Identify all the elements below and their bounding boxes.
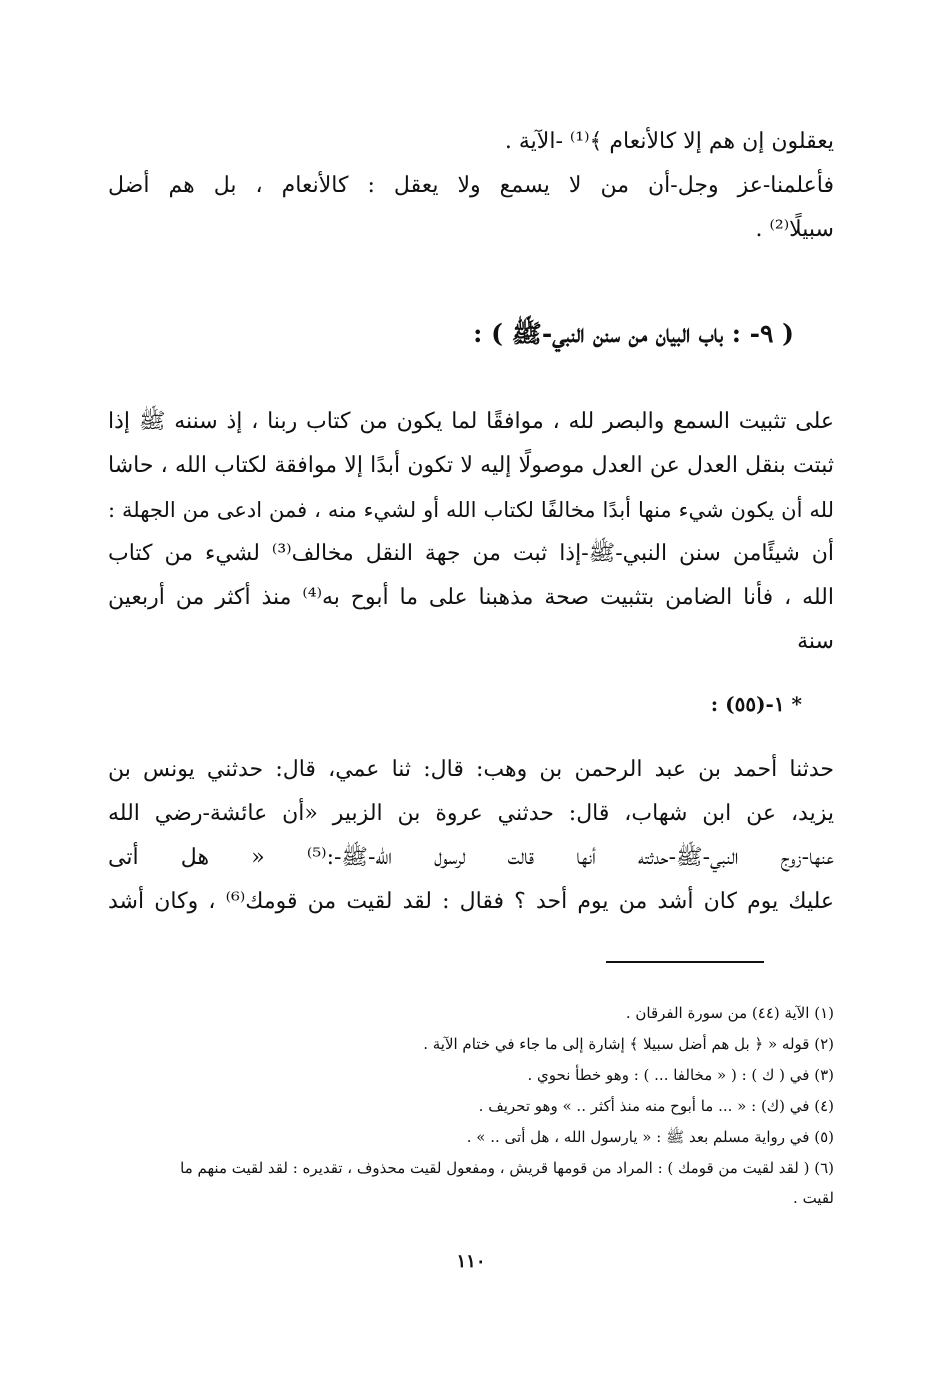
footnote: (٦) ( لقد لقيت من قومك ) : المراد من قومها قريش ، ومفعول لقيت محذوف ، تقديره : لقد لقيت منهم ما bbox=[180, 1159, 834, 1177]
paragraph-2 bbox=[108, 748, 834, 924]
paragraph-1 bbox=[108, 400, 834, 664]
paragraph-line: ثبتت بنقل العدل عن العدل موصولًا إليه لا تكون أبدًا إلا موافقة لكتاب الله ، حاشا bbox=[108, 453, 834, 478]
paragraph-line: على تثبيت السمع والبصر لله ، موافقًا لما يكون من كتاب ربنا ، إذ سننه ﷺ إذا bbox=[108, 409, 834, 434]
intro-line: سبيلًا⁽²⁾ . bbox=[755, 217, 834, 242]
paragraph-line: حدثنا أحمد بن عبد الرحمن بن وهب: قال: ثنا عمي، قال: حدثني يونس بن bbox=[108, 757, 834, 782]
footnote-continuation: لقيت . bbox=[793, 1189, 834, 1207]
footnote: (٢) قوله « ﴿ بل هم أضل سبيلا ﴾ إشارة إلى ما جاء في ختام الآية . bbox=[423, 1035, 834, 1053]
paragraph-line: يزيد، عن ابن شهاب، قال: حدثني عروة بن الزبير «أن عائشة-رضي الله bbox=[108, 801, 834, 826]
page-number: ١١٠ bbox=[456, 1251, 486, 1272]
intro-line: فأعلمنا-عز وجل-أن من لا يسمع ولا يعقل : كالأنعام ، بل هم أضل bbox=[108, 173, 834, 198]
footnote: (٣) في ( ك ) : ( « مخالفا ... ) : وهو خطأ نحوي . bbox=[527, 1066, 834, 1084]
paragraph-line: عليك يوم كان أشد من يوم أحد ؟ فقال : لقد لقيت من قومك⁽⁶⁾ ، وكان أشد bbox=[108, 889, 834, 914]
footnotes bbox=[108, 998, 834, 1212]
footnote: (٥) في رواية مسلم بعد ﷺ : « يارسول الله ، هل أتى .. » . bbox=[466, 1128, 834, 1146]
intro-text bbox=[108, 120, 834, 252]
paragraph-line: لله أن يكون شيء منها أبدًا مخالفًا لكتاب الله أو لشيء منه ، فمن ادعى من الجهلة : bbox=[108, 498, 834, 522]
paragraph-line: أن شيئًامن سنن النبي-ﷺ-إذا ثبت من جهة النقل مخالف⁽³⁾ لشيء من كتاب bbox=[108, 541, 834, 566]
footnote: (٤) في (ك) : « ... ما أبوح منه منذ أكثر .. » وهو تحريف . bbox=[478, 1097, 834, 1115]
chapter-heading: ( ٩- : باب البيان من سنن النبي-ﷺ ) : bbox=[473, 319, 794, 348]
paragraph-line: عنها-زوج النبي-ﷺ-حدثته أنها قالت لرسول الله-ﷺ-:⁽⁵⁾ « هل أتى bbox=[108, 845, 834, 870]
footnote-separator bbox=[606, 961, 764, 963]
paragraph-line: سنة bbox=[797, 629, 834, 654]
hadith-number: * ١-(٥٥) : bbox=[710, 692, 802, 716]
paragraph-line: الله ، فأنا الضامن بتثبيت صحة مذهبنا على ما أبوح به⁽⁴⁾ منذ أكثر من أربعين bbox=[108, 585, 835, 610]
intro-line: يعقلون إن هم إلا كالأنعام ﴾⁽¹⁾ -الآية . bbox=[504, 129, 834, 154]
footnote: (١) الآية (٤٤) من سورة الفرقان . bbox=[625, 1004, 834, 1022]
